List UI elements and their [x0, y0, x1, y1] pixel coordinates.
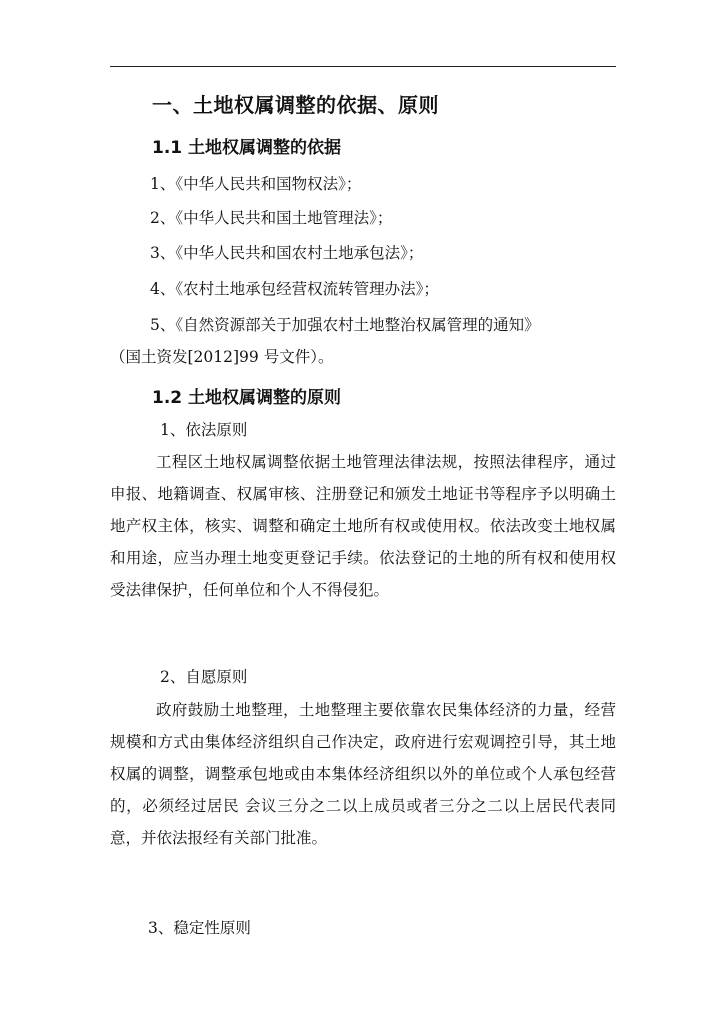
principle-2-paragraph: 政府鼓励土地整理，土地整理主要依靠农民集体经济的力量，经营规模和方式由集体经济组织自己作决定，政府进行宏观调控引导，其土地权属的调整，调整承包地或由本集体经济组织以外的单位或个人承包经营的，必须经过居民 会议三分之二以上成员或者三分之二以上居民代表同意，并依法报经有关部门批准。: [110, 701, 616, 847]
section-1-2-title: 1.2 土地权属调整的原则: [152, 388, 342, 408]
basis-item-5-continuation: （国土资发[2012]99 号文件）。: [110, 348, 334, 366]
principle-1-title: 1、依法原则: [160, 421, 248, 439]
principle-3-title: 3、稳定性原则: [148, 919, 251, 937]
basis-item-5: 5、《自然资源部关于加强农村土地整治权属管理的通知》: [150, 316, 540, 334]
basis-item-2: 2、《中华人民共和国土地管理法》；: [150, 209, 393, 227]
principle-1-paragraph: 工程区土地权属调整依据土地管理法律法规，按照法律程序，通过申报、地籍调查、权属审核、注册登记和颁发土地证书等程序予以明确土地产权主体，核实、调整和确定土地所有权或使用权。依法改变土地权属和用途，应当办理土地变更登记手续。依法登记的土地的所有权和使用权受法律保护，任何单位和个人不得侵犯。: [110, 453, 616, 599]
basis-item-3: 3、《中华人民共和国农村土地承包法》；: [150, 244, 424, 262]
chapter-heading: 一、土地权属调整的依据、原则: [152, 93, 439, 117]
section-1-1-title: 1.1 土地权属调整的依据: [152, 138, 342, 158]
basis-item-1: 1、《中华人民共和国物权法》；: [150, 175, 362, 193]
basis-item-4: 4、《农村土地承包经营权流转管理办法》；: [150, 280, 439, 298]
header-rule: [110, 66, 616, 67]
principle-2-title: 2、自愿原则: [160, 668, 248, 686]
